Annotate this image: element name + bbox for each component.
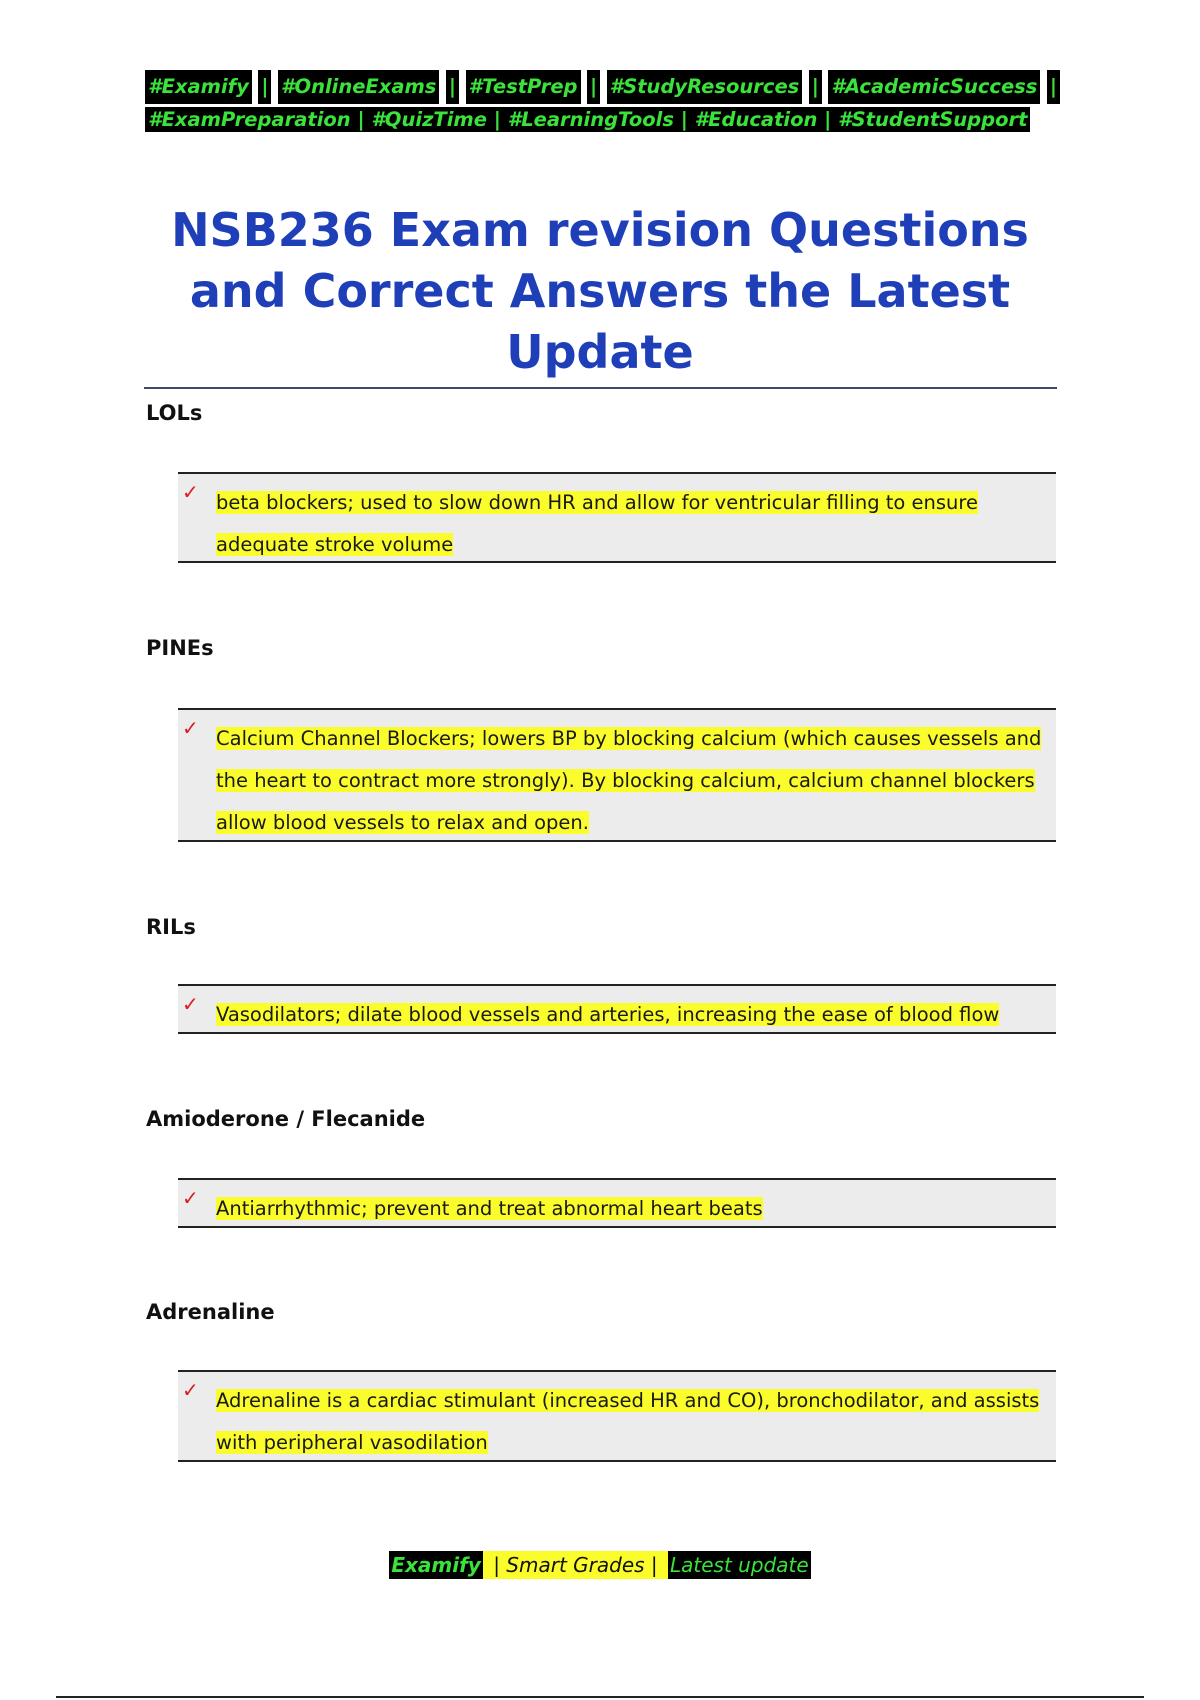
hashtag-separator: | — [446, 70, 459, 104]
answer-line: with peripheral vasodilation — [216, 1431, 488, 1454]
answer-line: beta blockers; used to slow down HR and allow for ventricular filling to ensure — [216, 491, 979, 514]
hashtag-separator: | — [809, 70, 822, 104]
title-line-3: Update — [506, 325, 694, 379]
answer-line: Antiarrhythmic; prevent and treat abnormal heart beats — [216, 1197, 763, 1220]
answer-line: adequate stroke volume — [216, 533, 454, 556]
question-label: PINEs — [146, 636, 214, 660]
hashtag-item: #OnlineExams — [278, 70, 440, 104]
check-icon: ✓ — [182, 992, 199, 1016]
question-label: LOLs — [146, 401, 203, 425]
footer-separator: | — [644, 1553, 665, 1577]
hashtag-line-1 — [145, 70, 1060, 104]
answer-box — [178, 984, 1056, 1034]
footer-brand: Examify — [391, 1553, 481, 1577]
check-icon: ✓ — [182, 480, 199, 504]
answer-box — [178, 708, 1056, 842]
answer-box — [178, 1370, 1056, 1462]
answer-line: allow blood vessels to relax and open. — [216, 811, 589, 834]
hashtag-separator: | — [1047, 70, 1060, 104]
title-underline — [144, 387, 1057, 389]
check-icon: ✓ — [182, 1378, 199, 1402]
hashtag-banner — [145, 70, 1060, 136]
check-icon: ✓ — [182, 1186, 199, 1210]
page-footer — [0, 1553, 1200, 1577]
check-icon: ✓ — [182, 716, 199, 740]
hashtag-line-2 — [145, 104, 1060, 136]
hashtag-item: #TestPrep — [466, 70, 581, 104]
title-line-2: and Correct Answers the Latest — [189, 264, 1011, 318]
footer-smart-grades: Smart Grades — [506, 1553, 645, 1577]
footer-latest-update: Latest update — [670, 1553, 809, 1577]
footer-separator: | — [486, 1553, 507, 1577]
hashtag-line-2-text: #ExamPreparation | #QuizTime | #LearningTools | #Education | #StudentSupport — [145, 107, 1030, 132]
answer-text — [216, 994, 1048, 1036]
document-title — [145, 200, 1055, 383]
question-label: Amioderone / Flecanide — [146, 1107, 426, 1131]
answer-text — [216, 482, 1048, 566]
answer-line: Vasodilators; dilate blood vessels and arteries, increasing the ease of blood flow — [216, 1003, 1000, 1026]
question-label: RILs — [146, 915, 196, 939]
hashtag-item: #StudyResources — [607, 70, 803, 104]
answer-text — [216, 1188, 1048, 1230]
answer-line: the heart to contract more strongly). By blocking calcium, calcium channel blockers — [216, 769, 1035, 792]
footer-middle — [483, 1551, 668, 1579]
hashtag-separator: | — [258, 70, 271, 104]
answer-box — [178, 1178, 1056, 1228]
page-bottom-rule — [56, 1696, 1144, 1698]
hashtag-separator: | — [587, 70, 600, 104]
hashtag-item: #AcademicSuccess — [828, 70, 1040, 104]
question-label: Adrenaline — [146, 1300, 275, 1324]
answer-box — [178, 472, 1056, 563]
answer-text — [216, 1380, 1048, 1464]
answer-text — [216, 718, 1048, 844]
title-line-1: NSB236 Exam revision Questions — [171, 203, 1029, 257]
answer-line: Calcium Channel Blockers; lowers BP by blocking calcium (which causes vessels and — [216, 727, 1042, 750]
hashtag-item: #Examify — [145, 70, 252, 104]
answer-line: Adrenaline is a cardiac stimulant (increased HR and CO), bronchodilator, and assists — [216, 1389, 1040, 1412]
